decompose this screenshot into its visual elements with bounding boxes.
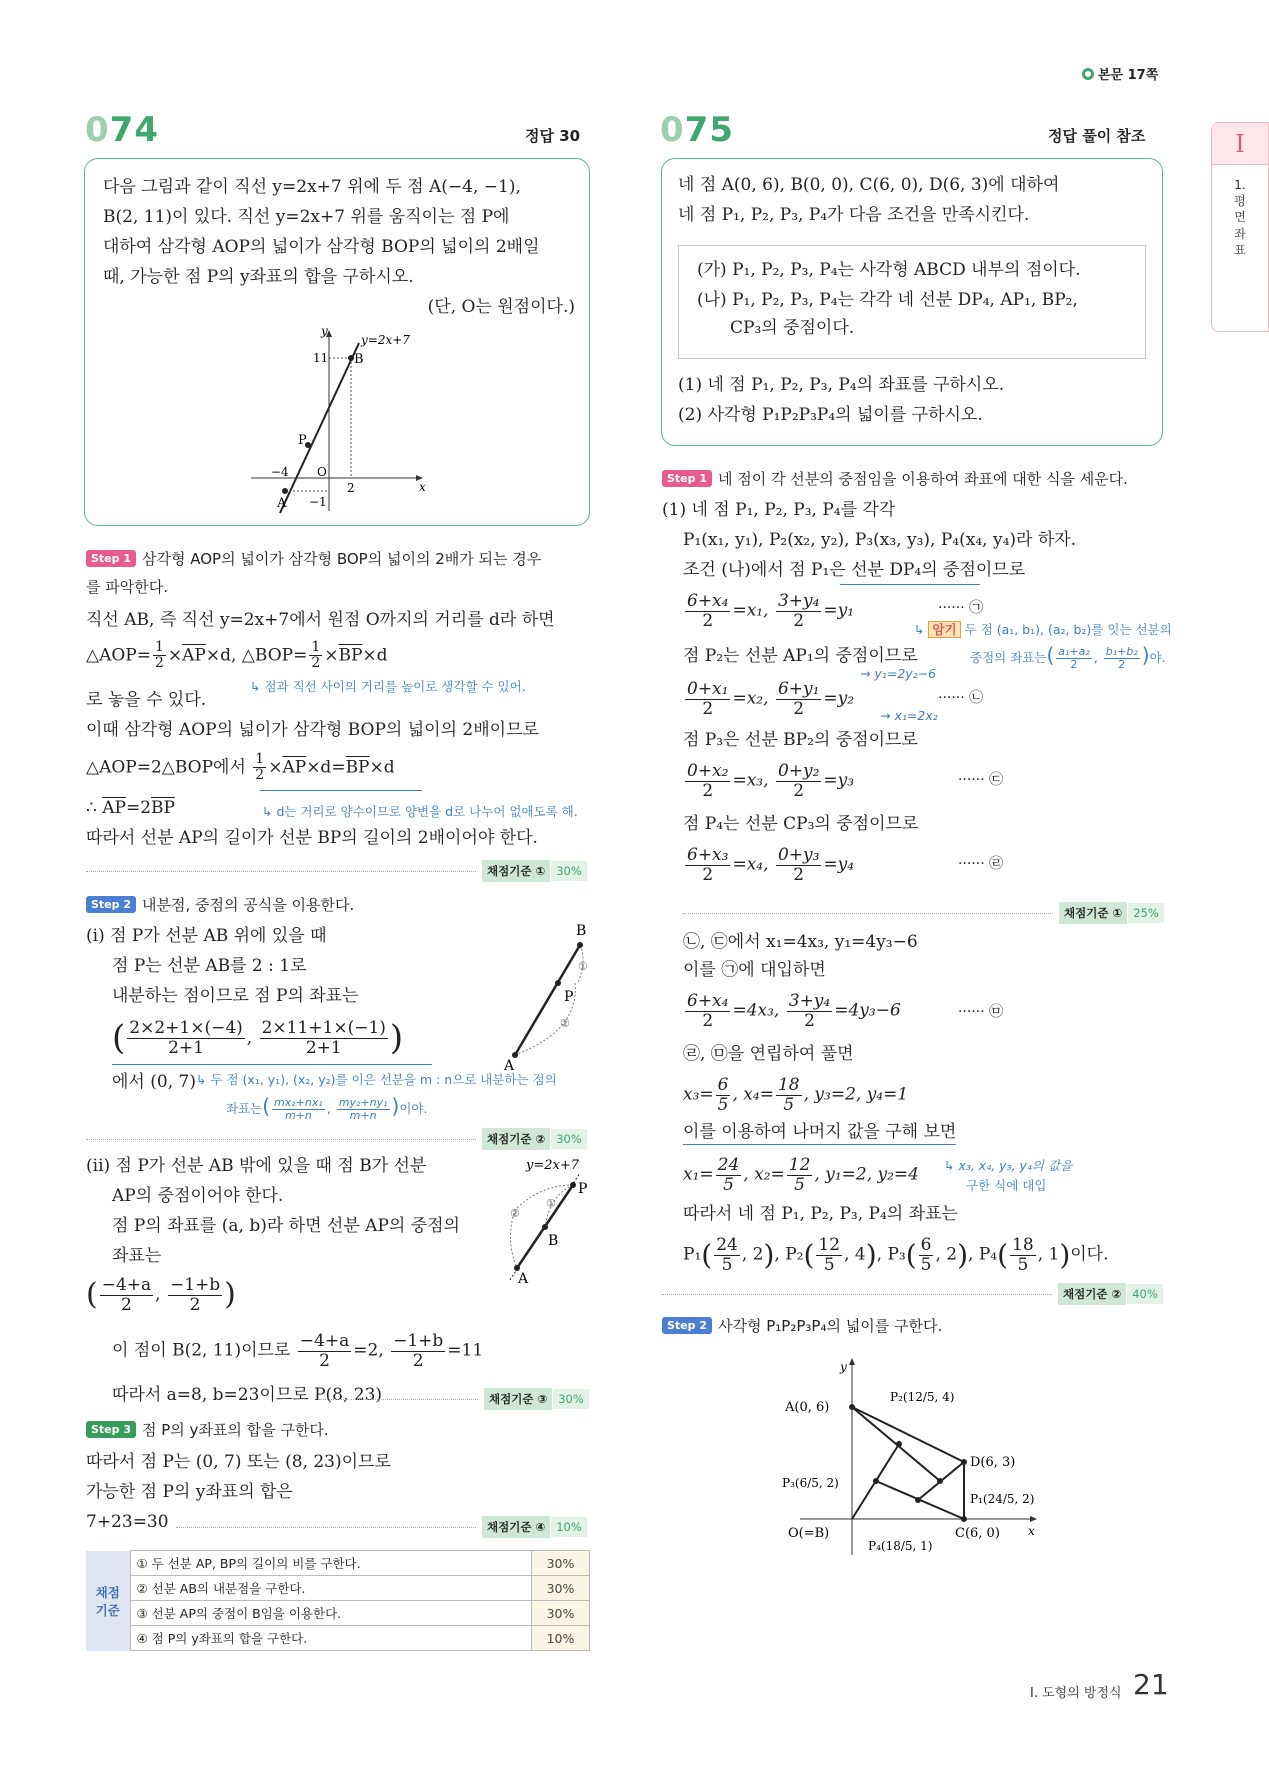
solution-line-equation: △AOP=2△BOP에서 $\frac{1}{2}$ $\times\overline{AP}\times d=\overline{BP}\times d$ bbox=[86, 751, 395, 784]
svg-text:y=2x+7: y=2x+7 bbox=[526, 1158, 580, 1173]
step3-badge: Step 3 bbox=[86, 1421, 136, 1438]
svg-text:P: P bbox=[578, 1181, 588, 1197]
answer-075: 정답 풀이 참조 bbox=[1048, 127, 1146, 145]
criteria-row: ④ 점 P의 y좌표의 합을 구한다. 10% bbox=[86, 1626, 590, 1651]
question-line: 대하여 삼각형 AOP의 넓이가 삼각형 BOP의 넓이의 2배일 bbox=[103, 237, 540, 257]
solution-line: 직선 AB, 즉 직선 y=2x+7에서 원점 O까지의 거리를 d라 하면 bbox=[86, 610, 555, 630]
solution-line: 점 P₂는 선분 AP₁의 중점이므로 bbox=[683, 646, 918, 666]
svg-text:B: B bbox=[576, 923, 587, 939]
step1-heading-075: Step 1 네 점이 각 선분의 중점임을 이용하여 좌표에 대한 식을 세운다. bbox=[662, 469, 1128, 489]
step2-heading-075: Step 2 사각형 P₁P₂P₃P₄의 넓이를 구한다. bbox=[662, 1316, 942, 1336]
svg-text:y=2x+7: y=2x+7 bbox=[361, 333, 410, 347]
step2-heading-074: Step 2 내분점, 중점의 공식을 이용한다. bbox=[86, 895, 354, 915]
svg-text:y: y bbox=[840, 1360, 847, 1374]
svg-text:A: A bbox=[518, 1271, 529, 1287]
solution-line: 따라서 네 점 P₁, P₂, P₃, P₄의 좌표는 bbox=[683, 1204, 958, 1224]
svg-text:②: ② bbox=[560, 1017, 570, 1030]
equation-tag: ······ ㉢ bbox=[958, 772, 1004, 788]
hint-note: ↳ 두 점 (x₁, y₁), (x₂, y₂)를 이은 선분을 m : n으로 내분하는 점의 bbox=[196, 1072, 557, 1087]
svg-text:C(6, 0): C(6, 0) bbox=[955, 1526, 1000, 1541]
conditions-box bbox=[678, 245, 1146, 359]
svg-text:2: 2 bbox=[347, 481, 355, 495]
svg-text:B: B bbox=[548, 1233, 559, 1249]
solution-line: 따라서 점 P는 (0, 7) 또는 (8, 23)이므로 bbox=[86, 1452, 391, 1472]
chapter-roman-numeral: I bbox=[1212, 123, 1268, 165]
svg-text:P: P bbox=[564, 989, 574, 1005]
equation-5: $\frac{\text{6+x₄}}{2}$ =4x₃, $\frac{\text{3+y₄}}{2}$ =4y₃−6 bbox=[687, 991, 901, 1031]
solution-line: 로 놓을 수 있다. bbox=[86, 690, 207, 710]
solution-line: 점 P₄는 선분 CP₃의 중점이므로 bbox=[683, 814, 919, 834]
condition-b: (나) P₁, P₂, P₃, P₄는 각각 네 선분 DP₄, AP₁, BP₂, bbox=[697, 290, 1078, 310]
equation-3: $\frac{\text{0+x₂}}{2}$ =x₃, $\frac{\text{0+y₂}}{2}$ =y₃ bbox=[687, 761, 855, 801]
solution-line: 이때 삼각형 AOP의 넓이가 삼각형 BOP의 넓이의 2배이므로 bbox=[86, 720, 539, 740]
solution-line-area-formulas: △AOP= $\frac{1}{2}$ $\times\overline{AP}\times d$, △BOP= $\frac{1}{2}$ $\times\overline{BP}\times d$ bbox=[86, 639, 388, 672]
green-circle-icon bbox=[1082, 68, 1094, 80]
sub-question-1: (1) 네 점 P₁, P₂, P₃, P₄의 좌표를 구하시오. bbox=[678, 375, 1005, 395]
question-line: 네 점 P₁, P₂, P₃, P₄가 다음 조건을 만족시킨다. bbox=[678, 205, 1030, 225]
step1-heading-074: Step 1 삼각형 AOP의 넓이가 삼각형 BOP의 넓이의 2배가 되는 경우 bbox=[86, 549, 541, 569]
solution-line: (ii) 점 P가 선분 AB 밖에 있을 때 점 B가 선분 bbox=[86, 1156, 427, 1176]
scoring-badge-2-075: 채점기준 ② 40% bbox=[662, 1283, 1163, 1305]
step1-badge: Step 1 bbox=[86, 550, 136, 567]
svg-text:−4: −4 bbox=[271, 465, 289, 479]
answer-074: 정답 30 bbox=[525, 127, 581, 145]
solution-line: 조건 (나)에서 점 P₁은 선분 DP₄의 중점이므로 bbox=[683, 560, 1026, 580]
solution-values-1: x₃= $\frac{6}{5}$ , x₄= $\frac{18}{5}$ , y₃=2, y₄=1 bbox=[683, 1075, 909, 1115]
solution-line-result: ∴ $\overline{AP}=2\overline{BP}$ bbox=[86, 798, 175, 818]
step2-badge: Step 2 bbox=[662, 1317, 712, 1334]
solution-line: 따라서 a=8, b=23이므로 P(8, 23) bbox=[112, 1385, 383, 1405]
question-note: (단, O는 원점이다.) bbox=[427, 297, 575, 317]
hint-note: → x₁=2x₂ bbox=[880, 708, 938, 723]
final-coordinates: P₁( $\frac{24}{5}$ , 2), P₂( $\frac{12}{5}$ , 4), P₃( $\frac{6}{5}$ , 2), P₄( $\frac{18}{5}$ , 1)이다. bbox=[683, 1235, 1109, 1275]
svg-text:O(=B): O(=B) bbox=[788, 1526, 830, 1541]
scoring-criteria-table bbox=[86, 1550, 590, 1651]
svg-text:x: x bbox=[419, 480, 426, 494]
question-line: 다음 그림과 같이 직선 y=2x+7 위에 두 점 A(−4, −1), bbox=[103, 177, 521, 197]
hint-note: ↳ 점과 직선 사이의 거리를 높이로 생각할 수 있어. bbox=[250, 679, 526, 694]
figure-internal-division bbox=[490, 915, 590, 1074]
memo-note-formula: 중점의 좌표는( $\frac{\text{a₁+a₂}}{2}$ , $\frac{\text{b₁+b₂}}{2}$ )야. bbox=[970, 643, 1166, 671]
solution-line: ㉡, ㉢에서 x₁=4x₃, y₁=4y₃−6 bbox=[683, 932, 918, 952]
svg-text:A: A bbox=[504, 1058, 515, 1074]
chapter-side-tab bbox=[1211, 122, 1269, 332]
equation-tag: ······ ㉣ bbox=[958, 856, 1004, 872]
equation-tag: ······ ㉡ bbox=[938, 690, 984, 706]
question-line: 때, 가능한 점 P의 y좌표의 합을 구하시오. bbox=[103, 267, 414, 287]
step1-badge: Step 1 bbox=[662, 470, 712, 487]
solution-line: AP의 중점이어야 한다. bbox=[112, 1186, 284, 1206]
solution-line: (i) 점 P가 선분 AB 위에 있을 때 bbox=[86, 926, 327, 946]
question-line: 네 점 A(0, 6), B(0, 0), C(6, 0), D(6, 3)에 대하여 bbox=[678, 175, 1060, 195]
solution-line-coords: ( $\frac{2\times 2+1\times(-4)}{2+1}$ , $\frac{2\times 11+1\times(-1)}{2+1}$ ) bbox=[112, 1018, 404, 1058]
svg-text:P: P bbox=[298, 433, 307, 448]
svg-text:B: B bbox=[354, 352, 364, 367]
final-answer-line: 7+23=30 bbox=[86, 1512, 169, 1532]
sub-question-2: (2) 사각형 P₁P₂P₃P₄의 넓이를 구하시오. bbox=[678, 405, 983, 425]
underline-annotation bbox=[840, 584, 980, 585]
solution-line-midpoint: ( $\frac{-4+a}{2}$ , $\frac{-1+b}{2}$ ) bbox=[86, 1275, 236, 1315]
problem-number-075: 075 bbox=[660, 110, 734, 150]
equation-2: $\frac{\text{0+x₁}}{2}$ =x₂, $\frac{\text{6+y₁}}{2}$ =y₂ bbox=[687, 679, 855, 719]
question-box-074 bbox=[84, 158, 590, 526]
question-box-075 bbox=[661, 158, 1163, 446]
hint-note: ↳ x₃, x₄, y₃, y₄의 값을 bbox=[944, 1158, 1073, 1173]
figure-midpoint bbox=[480, 1155, 590, 1285]
hint-note-formula: 좌표는( $\frac{\text{mx₂+nx₁}}{m+n}$ , $\frac{\text{my₂+ny₁}}{m+n}$ )이야. bbox=[226, 1094, 428, 1122]
svg-text:−1: −1 bbox=[309, 495, 327, 509]
hint-note: ↳ d는 거리로 양수이므로 양변을 d로 나누어 없애도록 해. bbox=[262, 804, 578, 819]
memo-note: ↳ 암기 두 점 (a₁, b₁), (a₂, b₂)를 잇는 선분의 bbox=[914, 622, 1172, 637]
solution-line: (1) 네 점 P₁, P₂, P₃, P₄를 각각 bbox=[662, 500, 896, 520]
condition-b-cont: CP₃의 중점이다. bbox=[730, 318, 855, 338]
problem-number-074: 074 bbox=[85, 110, 159, 150]
question-line: B(2, 11)이 있다. 직선 y=2x+7 위를 움직이는 점 P에 bbox=[103, 207, 510, 227]
svg-text:A: A bbox=[277, 496, 287, 511]
graph-line-ab bbox=[241, 321, 441, 521]
chapter-title: 1. 평면좌표 bbox=[1234, 178, 1246, 257]
solution-line: 좌표는 bbox=[112, 1246, 162, 1266]
solution-line: 점 P는 선분 AB를 2 : 1로 bbox=[112, 956, 307, 976]
equation-4: $\frac{\text{6+x₃}}{2}$ =x₄, $\frac{\text{0+y₃}}{2}$ =y₄ bbox=[687, 845, 855, 885]
solution-line: 따라서 선분 AP의 길이가 선분 BP의 길이의 2배이어야 한다. bbox=[86, 828, 538, 848]
scoring-badge-1-075: 채점기준 ① 25% bbox=[683, 902, 1164, 924]
scoring-badge-2: 채점기준 ② 30% bbox=[86, 1128, 587, 1150]
svg-text:①: ① bbox=[578, 960, 588, 973]
svg-text:P₃(6/5, 2): P₃(6/5, 2) bbox=[782, 1476, 839, 1490]
svg-text:y: y bbox=[321, 324, 328, 338]
page-reference bbox=[1082, 64, 1158, 83]
svg-text:P₂(12/5, 4): P₂(12/5, 4) bbox=[890, 1390, 955, 1404]
criteria-row: ② 선분 AB의 내분점을 구한다. 30% bbox=[86, 1576, 590, 1601]
equation-1: $\frac{\text{6+x₄}}{2}$ =x₁, $\frac{\text{3+y₄}}{2}$ =y₁ bbox=[687, 591, 855, 631]
scoring-badge-3: 채점기준 ③ 30% bbox=[318, 1388, 589, 1410]
solution-line-equation: 이 점이 B(2, 11)이므로 $\frac{-4+a}{2}$ =2, $\frac{-1+b}{2}$ =11 bbox=[112, 1331, 484, 1371]
svg-text:A(0, 6): A(0, 6) bbox=[785, 1400, 830, 1415]
solution-values-2: x₁= $\frac{24}{5}$ , x₂= $\frac{12}{5}$ , y₁=2, y₂=4 bbox=[683, 1155, 919, 1195]
hint-note: → y₁=2y₂−6 bbox=[860, 666, 937, 681]
solution-line: 점 P의 좌표를 (a, b)라 하면 선분 AP의 중점의 bbox=[112, 1216, 460, 1236]
step2-badge: Step 2 bbox=[86, 896, 136, 913]
underline-annotation bbox=[112, 1064, 432, 1065]
svg-text:①: ① bbox=[546, 1197, 556, 1210]
equation-tag: ······ ㉠ bbox=[938, 600, 984, 616]
solution-line: 이를 ㉠에 대입하면 bbox=[683, 960, 826, 980]
scoring-badge-1: 채점기준 ① 30% bbox=[86, 860, 587, 882]
underline-annotation bbox=[260, 790, 422, 791]
solution-line: 내분하는 점이므로 점 P의 좌표는 bbox=[112, 986, 359, 1006]
svg-text:x: x bbox=[1028, 1524, 1035, 1538]
svg-text:11: 11 bbox=[313, 351, 329, 365]
svg-text:D(6, 3): D(6, 3) bbox=[970, 1455, 1016, 1470]
step1-heading-cont: 를 파악한다. bbox=[86, 578, 168, 596]
hint-note: 구한 식에 대입 bbox=[966, 1178, 1047, 1193]
page-number: 21 bbox=[1133, 1668, 1169, 1701]
condition-a: (가) P₁, P₂, P₃, P₄는 사각형 ABCD 내부의 점이다. bbox=[697, 260, 1081, 280]
equation-tag: ······ ㉤ bbox=[958, 1004, 1004, 1020]
svg-text:P₁(24/5, 2): P₁(24/5, 2) bbox=[970, 1492, 1035, 1506]
criteria-heading: 채점 기준 bbox=[86, 1551, 130, 1651]
page-reference-text: 본문 17쪽 bbox=[1098, 68, 1159, 83]
solution-line-underlined: 이를 이용하여 나머지 값을 구해 보면 bbox=[683, 1122, 956, 1145]
svg-text:O: O bbox=[317, 465, 327, 479]
solution-line: ㉣, ㉤을 연립하여 풀면 bbox=[683, 1044, 854, 1064]
solution-line: 에서 (0, 7) bbox=[112, 1072, 196, 1092]
criteria-row: 채점 기준 ① 두 선분 AP, BP의 길이의 비를 구한다. 30% bbox=[86, 1551, 590, 1576]
svg-text:P₄(18/5, 1): P₄(18/5, 1) bbox=[868, 1539, 933, 1553]
memo-badge: 암기 bbox=[928, 621, 960, 638]
footer-section-title: Ⅰ. 도형의 방정식 bbox=[1030, 1686, 1122, 1701]
svg-text:②: ② bbox=[510, 1207, 520, 1220]
criteria-row: ③ 선분 AP의 중점이 B임을 이용한다. 30% bbox=[86, 1601, 590, 1626]
step3-heading-074: Step 3 점 P의 y좌표의 합을 구한다. bbox=[86, 1420, 329, 1440]
solution-line: 가능한 점 P의 y좌표의 합은 bbox=[86, 1482, 293, 1502]
solution-line: P₁(x₁, y₁), P₂(x₂, y₂), P₃(x₃, y₃), P₄(x₄, y₄)라 하자. bbox=[683, 530, 1077, 550]
figure-quadrilateral bbox=[780, 1355, 1070, 1565]
solution-line: 점 P₃은 선분 BP₂의 중점이므로 bbox=[683, 730, 918, 750]
scoring-badge-4: 채점기준 ④ 10% bbox=[176, 1516, 587, 1538]
